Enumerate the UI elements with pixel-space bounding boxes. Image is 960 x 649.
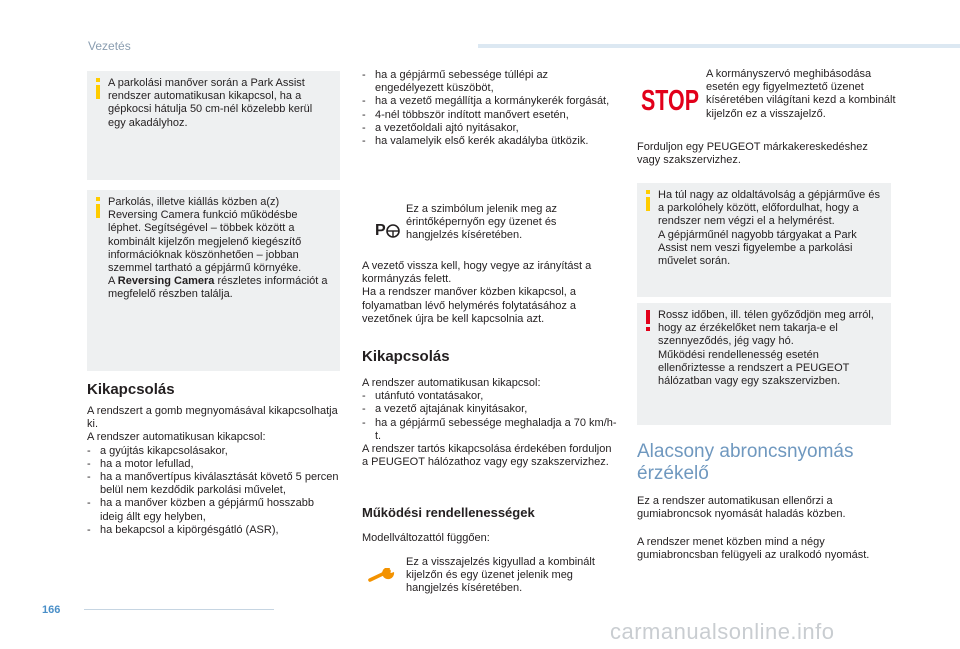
info-box-lateral-distance bbox=[637, 183, 891, 297]
list-item: - a gyújtás kikapcsolásakor, bbox=[87, 444, 228, 457]
auto-off-body bbox=[362, 377, 617, 469]
park-steering-icon bbox=[375, 219, 401, 239]
info-box-reversing-camera bbox=[87, 190, 340, 371]
paragraph: A rendszer automatikusan kikapcsol: bbox=[87, 431, 266, 444]
info-icon bbox=[646, 190, 650, 211]
list-item: - ha bekapcsol a kipörgésgátló (ASR), bbox=[87, 523, 279, 536]
warning-icon bbox=[646, 310, 650, 331]
list-top bbox=[362, 69, 617, 148]
info-icon bbox=[96, 78, 100, 99]
stop-label: STOP bbox=[641, 85, 699, 117]
info-icon bbox=[96, 197, 100, 218]
stop-text: A kormányszervó meghibásodása esetén egy figyelmeztető üzenet kíséretében világítani kezd a kombinált kijelzőn ez a visszajelző. bbox=[706, 68, 896, 120]
paragraph: A rendszer automatikusan kikapcsol: bbox=[362, 377, 541, 389]
heading-tire-pressure: Alacsony abroncsnyomás érzékelő bbox=[637, 441, 854, 484]
list-item: - 4-nél többször indított manővert esetén, bbox=[362, 108, 569, 121]
list-item: - utánfutó vontatásakor, bbox=[362, 390, 484, 403]
warning-text: Rossz időben, ill. télen győződjön meg arról, hogy az érzékelőket nem takarja-e el szennyeződés, jég vagy hó. bbox=[658, 309, 874, 348]
page-number: 166 bbox=[42, 604, 61, 616]
list-item: - ha valamelyik első kerék akadályba ütközik. bbox=[362, 135, 589, 148]
header-bar bbox=[478, 44, 960, 48]
paragraph: Ez a rendszer automatikusan ellenőrzi a gumiabroncsok nyomását haladás közben. bbox=[637, 495, 846, 521]
faults-intro: Modellváltozattól függően: bbox=[362, 532, 490, 544]
list-item: - ha a vezető megállítja a kormánykerék forgását, bbox=[362, 95, 610, 108]
takeover-text bbox=[362, 260, 617, 326]
list-item: - ha a manővertípus kiválasztását követő 5 percen belül nem kezdődik parkolási művelet, bbox=[87, 471, 339, 497]
svg-text:P: P bbox=[375, 222, 386, 239]
footer-line bbox=[84, 609, 274, 610]
list-item: - ha a motor lefullad, bbox=[87, 457, 194, 470]
paragraph: A rendszer tartós kikapcsolása érdekében forduljon a PEUGEOT hálózathoz vagy egy szakszervizhez. bbox=[362, 443, 612, 469]
list-item: - ha a gépjármű sebessége meghaladja a 70 km/h-t. bbox=[362, 416, 617, 442]
info-text: A gépjárműnél nagyobb tárgyakat a Park Assist nem veszi figyelembe a parkolási művelet során. bbox=[658, 228, 857, 268]
paragraph: A rendszer menet közben mind a négy gumiabroncsban felügyeli az uralkodó nyomást. bbox=[637, 536, 870, 562]
info-text-suffix: részletes információt a megfelelő részben találja. bbox=[108, 275, 328, 301]
info-text: A parkolási manőver során a Park Assist rendszer automatikusan kikapcsol, ha a gépkocsi hátulja 50 cm-nél közelebb kerül egy akadályhoz. bbox=[108, 77, 313, 129]
list-item: - a vezető ajtajának kinyitásakor, bbox=[362, 403, 528, 416]
warning-text: Működési rendellenesség esetén ellenőriztesse a rendszert a PEUGEOT hálózatban vagy egy szakszervizben. bbox=[658, 348, 850, 388]
contact-text: Forduljon egy PEUGEOT márkakereskedéshez vagy szakszervizhez. bbox=[637, 141, 868, 167]
warning-box-weather bbox=[637, 303, 891, 425]
list-item: - ha a gépjármű sebessége túllépi az engedélyezett küszöböt, bbox=[362, 69, 549, 95]
kikapcsolas-body bbox=[87, 405, 340, 537]
reversing-camera-ref: Reversing Camera bbox=[117, 275, 215, 288]
info-box-park-assist bbox=[87, 71, 340, 180]
paragraph: A vezető vissza kell, hogy vegye az irányítást a kormányzás felett. bbox=[362, 260, 592, 286]
list-item: - a vezetőoldali ajtó nyitásakor, bbox=[362, 121, 519, 134]
section-title: Vezetés bbox=[88, 39, 131, 53]
symbol-text: Ez a szimbólum jelenik meg az érintőképernyőn egy üzenet és hangjelzés kíséretében. bbox=[406, 203, 558, 242]
list-item: - ha a manőver közben a gépjármű hosszabb ideig állt egy helyben, bbox=[87, 497, 315, 523]
paragraph: Ha a rendszer manőver közben kikapcsol, a folyamatban lévő helymérés folytatásához a vezetőnek újra be kell kapcsolnia azt. bbox=[362, 286, 577, 325]
heading-kikapcsolas-2: Kikapcsolás bbox=[362, 348, 450, 365]
wrench-text: Ez a visszajelzés kigyullad a kombinált kijelzőn és egy üzenet jelenik meg hangjelzés kíséretében. bbox=[406, 556, 595, 595]
info-text-prefix: A bbox=[108, 275, 118, 288]
paragraph: A rendszert a gomb megnyomásával kikapcsolhatja ki. bbox=[87, 405, 338, 431]
watermark: carmanualsonline.info bbox=[610, 619, 835, 644]
info-text: Ha túl nagy az oldaltávolság a gépjárműve és a parkolóhely között, előfordulhat, hogy a rendszer nem végzi el a helymérést. bbox=[658, 189, 880, 228]
heading-kikapcsolas: Kikapcsolás bbox=[87, 381, 175, 398]
wrench-icon bbox=[367, 565, 401, 585]
stop-icon bbox=[640, 85, 700, 117]
info-text: Parkolás, illetve kiállás közben a(z) Reversing Camera funkció működésbe léphet. Segítségével – többek között a kombinált kijelzőn megjelenő kiegészítő információknak köszönhetően – jobban szemmel tartható a gépjármű környéke. bbox=[108, 196, 302, 275]
heading-faults: Működési rendellenességek bbox=[362, 505, 535, 520]
